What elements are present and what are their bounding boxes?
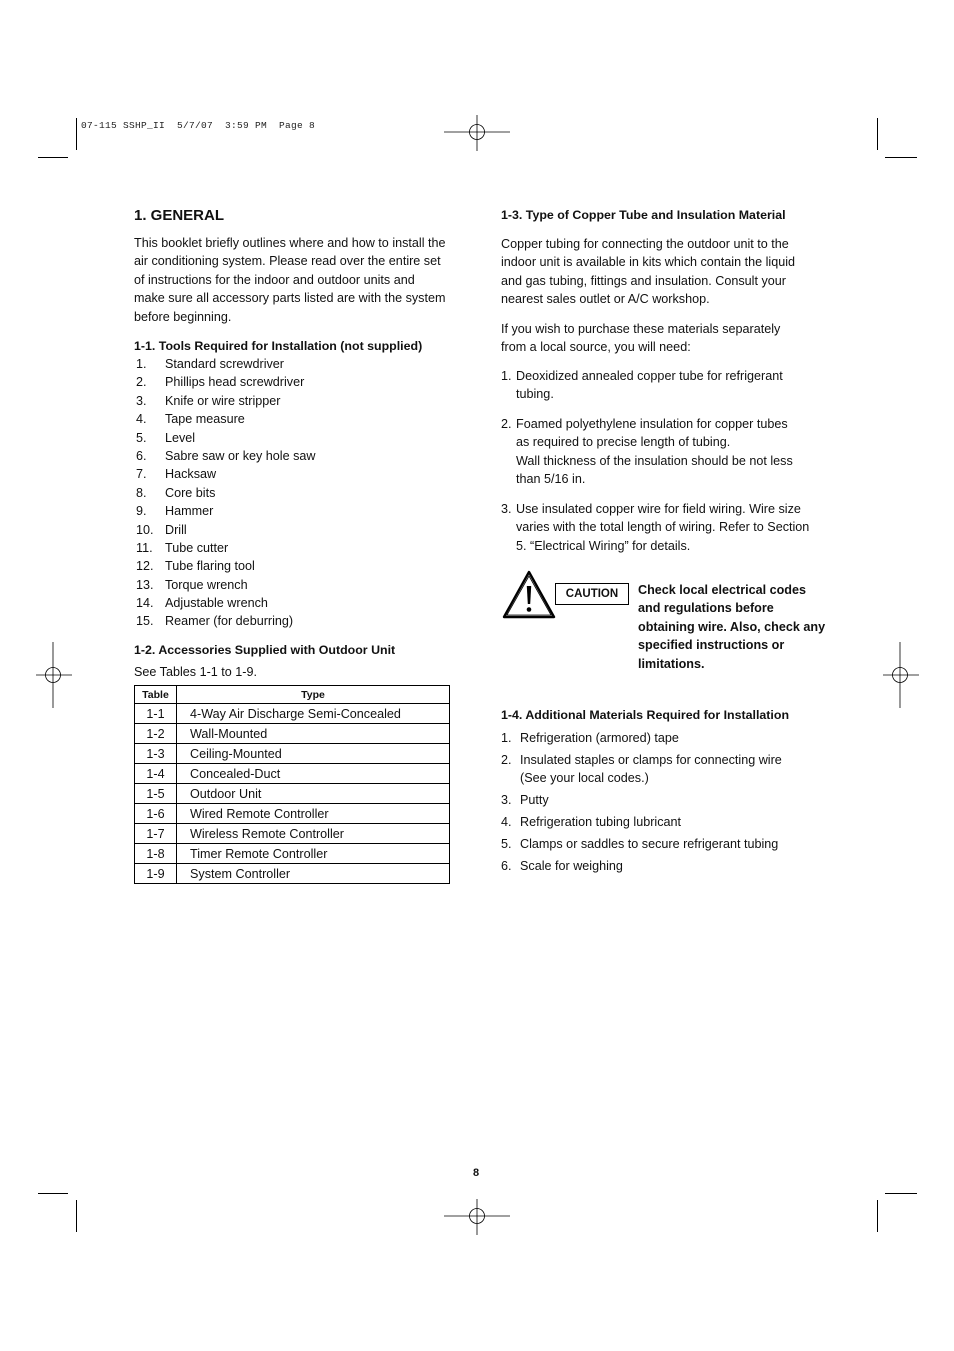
- registration-mark-bottom: [444, 1199, 510, 1235]
- list-item-text: Refrigeration (armored) tape: [520, 731, 679, 745]
- table-cell-type: Wireless Remote Controller: [177, 824, 450, 844]
- table-cell-type: Concealed-Duct: [177, 764, 450, 784]
- table-row: [135, 844, 450, 864]
- list-item-number: 4.: [501, 815, 512, 829]
- copper-paragraph-2: If you wish to purchase these materials separately from a local source, you will need:: [501, 322, 781, 355]
- list-item-number: 9.: [136, 504, 147, 519]
- table-row: [135, 804, 450, 824]
- table-row: [135, 864, 450, 884]
- list-item: [501, 751, 801, 788]
- list-item: [136, 521, 436, 539]
- caution-label: CAUTION: [555, 583, 629, 605]
- list-item: [136, 484, 436, 502]
- list-item-text: Hacksaw: [165, 467, 217, 482]
- table-row: [135, 764, 450, 784]
- list-item-number: 11.: [136, 540, 153, 555]
- section-heading: 1. GENERAL: [134, 207, 225, 224]
- list-item-text: Tape measure: [165, 412, 245, 427]
- table-cell-number: 1-2: [135, 724, 177, 744]
- list-item: [501, 367, 801, 404]
- list-item: [136, 502, 436, 520]
- table-cell-number: 1-8: [135, 844, 177, 864]
- list-item-text: Deoxidized annealed copper tube for refrigerant tubing.: [516, 369, 783, 402]
- list-item-number: 3.: [136, 393, 147, 408]
- list-item-text: Foamed polyethylene insulation for copper tubes as required to precise length of tubing.: [516, 417, 788, 450]
- table-cell-number: 1-1: [135, 704, 177, 724]
- list-item: [501, 835, 801, 853]
- list-item-number: 3.: [501, 793, 512, 807]
- table-cell-type: 4-Way Air Discharge Semi-Concealed: [177, 704, 450, 724]
- list-item-number: 1.: [501, 731, 512, 745]
- list-item-number: 1.: [136, 357, 147, 371]
- list-item: [136, 392, 436, 410]
- table-row: [135, 784, 450, 804]
- list-item-number: 3.: [501, 502, 512, 516]
- list-item-text: Use insulated copper wire for field wiring. Wire size varies with the total length of wiring. Refer to Section 5. “Electrical Wiring” for details.: [516, 502, 810, 553]
- list-item: [136, 594, 436, 612]
- list-item-text: Tube cutter: [165, 540, 229, 555]
- list-item-number: 14.: [136, 596, 154, 611]
- table-header-row: [135, 686, 450, 704]
- list-item-number: 5.: [501, 837, 512, 851]
- list-item: [136, 612, 436, 630]
- list-item-text: Core bits: [165, 485, 216, 500]
- list-item-text: Hammer: [165, 504, 214, 519]
- table-row: [135, 704, 450, 724]
- print-slug: 07-115 SSHP_II 5/7/07 3:59 PM Page 8: [81, 120, 316, 131]
- table-header-type: Type: [177, 686, 450, 704]
- table-cell-type: Wall-Mounted: [177, 724, 450, 744]
- list-item-extra: Wall thickness of the insulation should be not less than 5/16 in.: [516, 453, 793, 487]
- list-item-text: Torque wrench: [165, 577, 248, 592]
- table-row: [135, 744, 450, 764]
- list-item-text: Sabre saw or key hole saw: [165, 448, 316, 463]
- table-cell-number: 1-6: [135, 804, 177, 824]
- copper-heading: 1-3. Type of Copper Tube and Insulation Material: [501, 208, 786, 222]
- table-cell-type: Timer Remote Controller: [177, 844, 450, 864]
- table-cell-number: 1-3: [135, 744, 177, 764]
- list-item: [501, 857, 801, 875]
- list-item-text: Knife or wire stripper: [165, 393, 281, 408]
- list-item-text: Reamer (for deburring): [165, 614, 294, 629]
- table-cell-number: 1-4: [135, 764, 177, 784]
- accessories-note: See Tables 1-1 to 1-9.: [134, 665, 257, 679]
- list-item: [136, 447, 436, 465]
- registration-mark-left: [36, 642, 72, 708]
- list-item: [136, 410, 436, 428]
- list-item-number: 6.: [136, 448, 147, 463]
- tools-list: [136, 355, 436, 631]
- additional-heading: 1-4. Additional Materials Required for Installation: [501, 708, 790, 722]
- list-item: [501, 813, 801, 831]
- list-item-number: 12.: [136, 559, 154, 574]
- table-cell-number: 1-7: [135, 824, 177, 844]
- list-item: [501, 500, 816, 555]
- list-item-number: 2.: [501, 417, 512, 431]
- list-item: [136, 429, 436, 447]
- list-item-text: Tube flaring tool: [165, 559, 255, 574]
- caution-text: Check local electrical codes and regulations before obtaining wire. Also, check any specified instructions or limitations.: [638, 583, 826, 671]
- list-item: [136, 576, 436, 594]
- list-item-number: 1.: [501, 369, 512, 383]
- list-item-number: 5.: [136, 430, 147, 445]
- tools-heading: 1-1. Tools Required for Installation (not supplied): [134, 339, 423, 353]
- table-row: [135, 724, 450, 744]
- list-item: [136, 557, 436, 575]
- list-item-number: 2.: [501, 753, 512, 767]
- list-item-text: Refrigeration tubing lubricant: [520, 815, 682, 829]
- accessories-heading: 1-2. Accessories Supplied with Outdoor Unit: [134, 643, 396, 657]
- registration-mark-top: [444, 115, 510, 151]
- list-item-text: Clamps or saddles to secure refrigerant tubing: [520, 837, 779, 851]
- list-item: [136, 355, 436, 373]
- table-row: [135, 824, 450, 844]
- table-cell-number: 1-9: [135, 864, 177, 884]
- list-item: [136, 373, 436, 391]
- table-cell-type: Outdoor Unit: [177, 784, 450, 804]
- list-item-number: 13.: [136, 577, 154, 592]
- accessories-table: [134, 685, 450, 884]
- table-cell-type: Ceiling-Mounted: [177, 744, 450, 764]
- list-item-text: Insulated staples or clamps for connecting wire (See your local codes.): [520, 753, 782, 786]
- page-number: 8: [472, 1167, 480, 1179]
- list-item: [501, 729, 801, 747]
- list-item-number: 8.: [136, 485, 147, 500]
- list-item: [501, 415, 801, 489]
- registration-mark-right: [883, 642, 919, 708]
- list-item: [136, 539, 436, 557]
- list-item-text: Scale for weighing: [520, 859, 623, 873]
- list-item: [136, 465, 436, 483]
- intro-paragraph: This booklet briefly outlines where and how to install the air conditioning system. Please read over the entire set of instructions for the indoor and outdoor units and make sure all accessory parts listed are with the system before beginning.: [134, 236, 446, 324]
- copper-paragraph-1: Copper tubing for connecting the outdoor unit to the indoor unit is available in kits which contain the liquid and gas tubing, fittings and insulation. Consult your nearest sales outlet or A/C workshop.: [501, 237, 796, 307]
- warning-triangle-icon: [502, 570, 556, 619]
- table-cell-type: Wired Remote Controller: [177, 804, 450, 824]
- list-item-text: Drill: [165, 522, 187, 537]
- list-item-text: Putty: [520, 793, 549, 807]
- table-cell-type: System Controller: [177, 864, 450, 884]
- list-item-number: 6.: [501, 859, 512, 873]
- list-item-number: 7.: [136, 467, 147, 482]
- table-header-table: Table: [135, 686, 177, 704]
- list-item-number: 15.: [136, 614, 154, 629]
- list-item-text: Adjustable wrench: [165, 596, 268, 611]
- list-item-number: 2.: [136, 375, 147, 390]
- list-item-number: 4.: [136, 412, 147, 427]
- list-item-number: 10.: [136, 522, 154, 537]
- list-item-text: Level: [165, 430, 196, 445]
- list-item-text: Phillips head screwdriver: [165, 375, 305, 390]
- table-cell-number: 1-5: [135, 784, 177, 804]
- list-item-text: Standard screwdriver: [165, 357, 284, 371]
- list-item: [501, 791, 801, 809]
